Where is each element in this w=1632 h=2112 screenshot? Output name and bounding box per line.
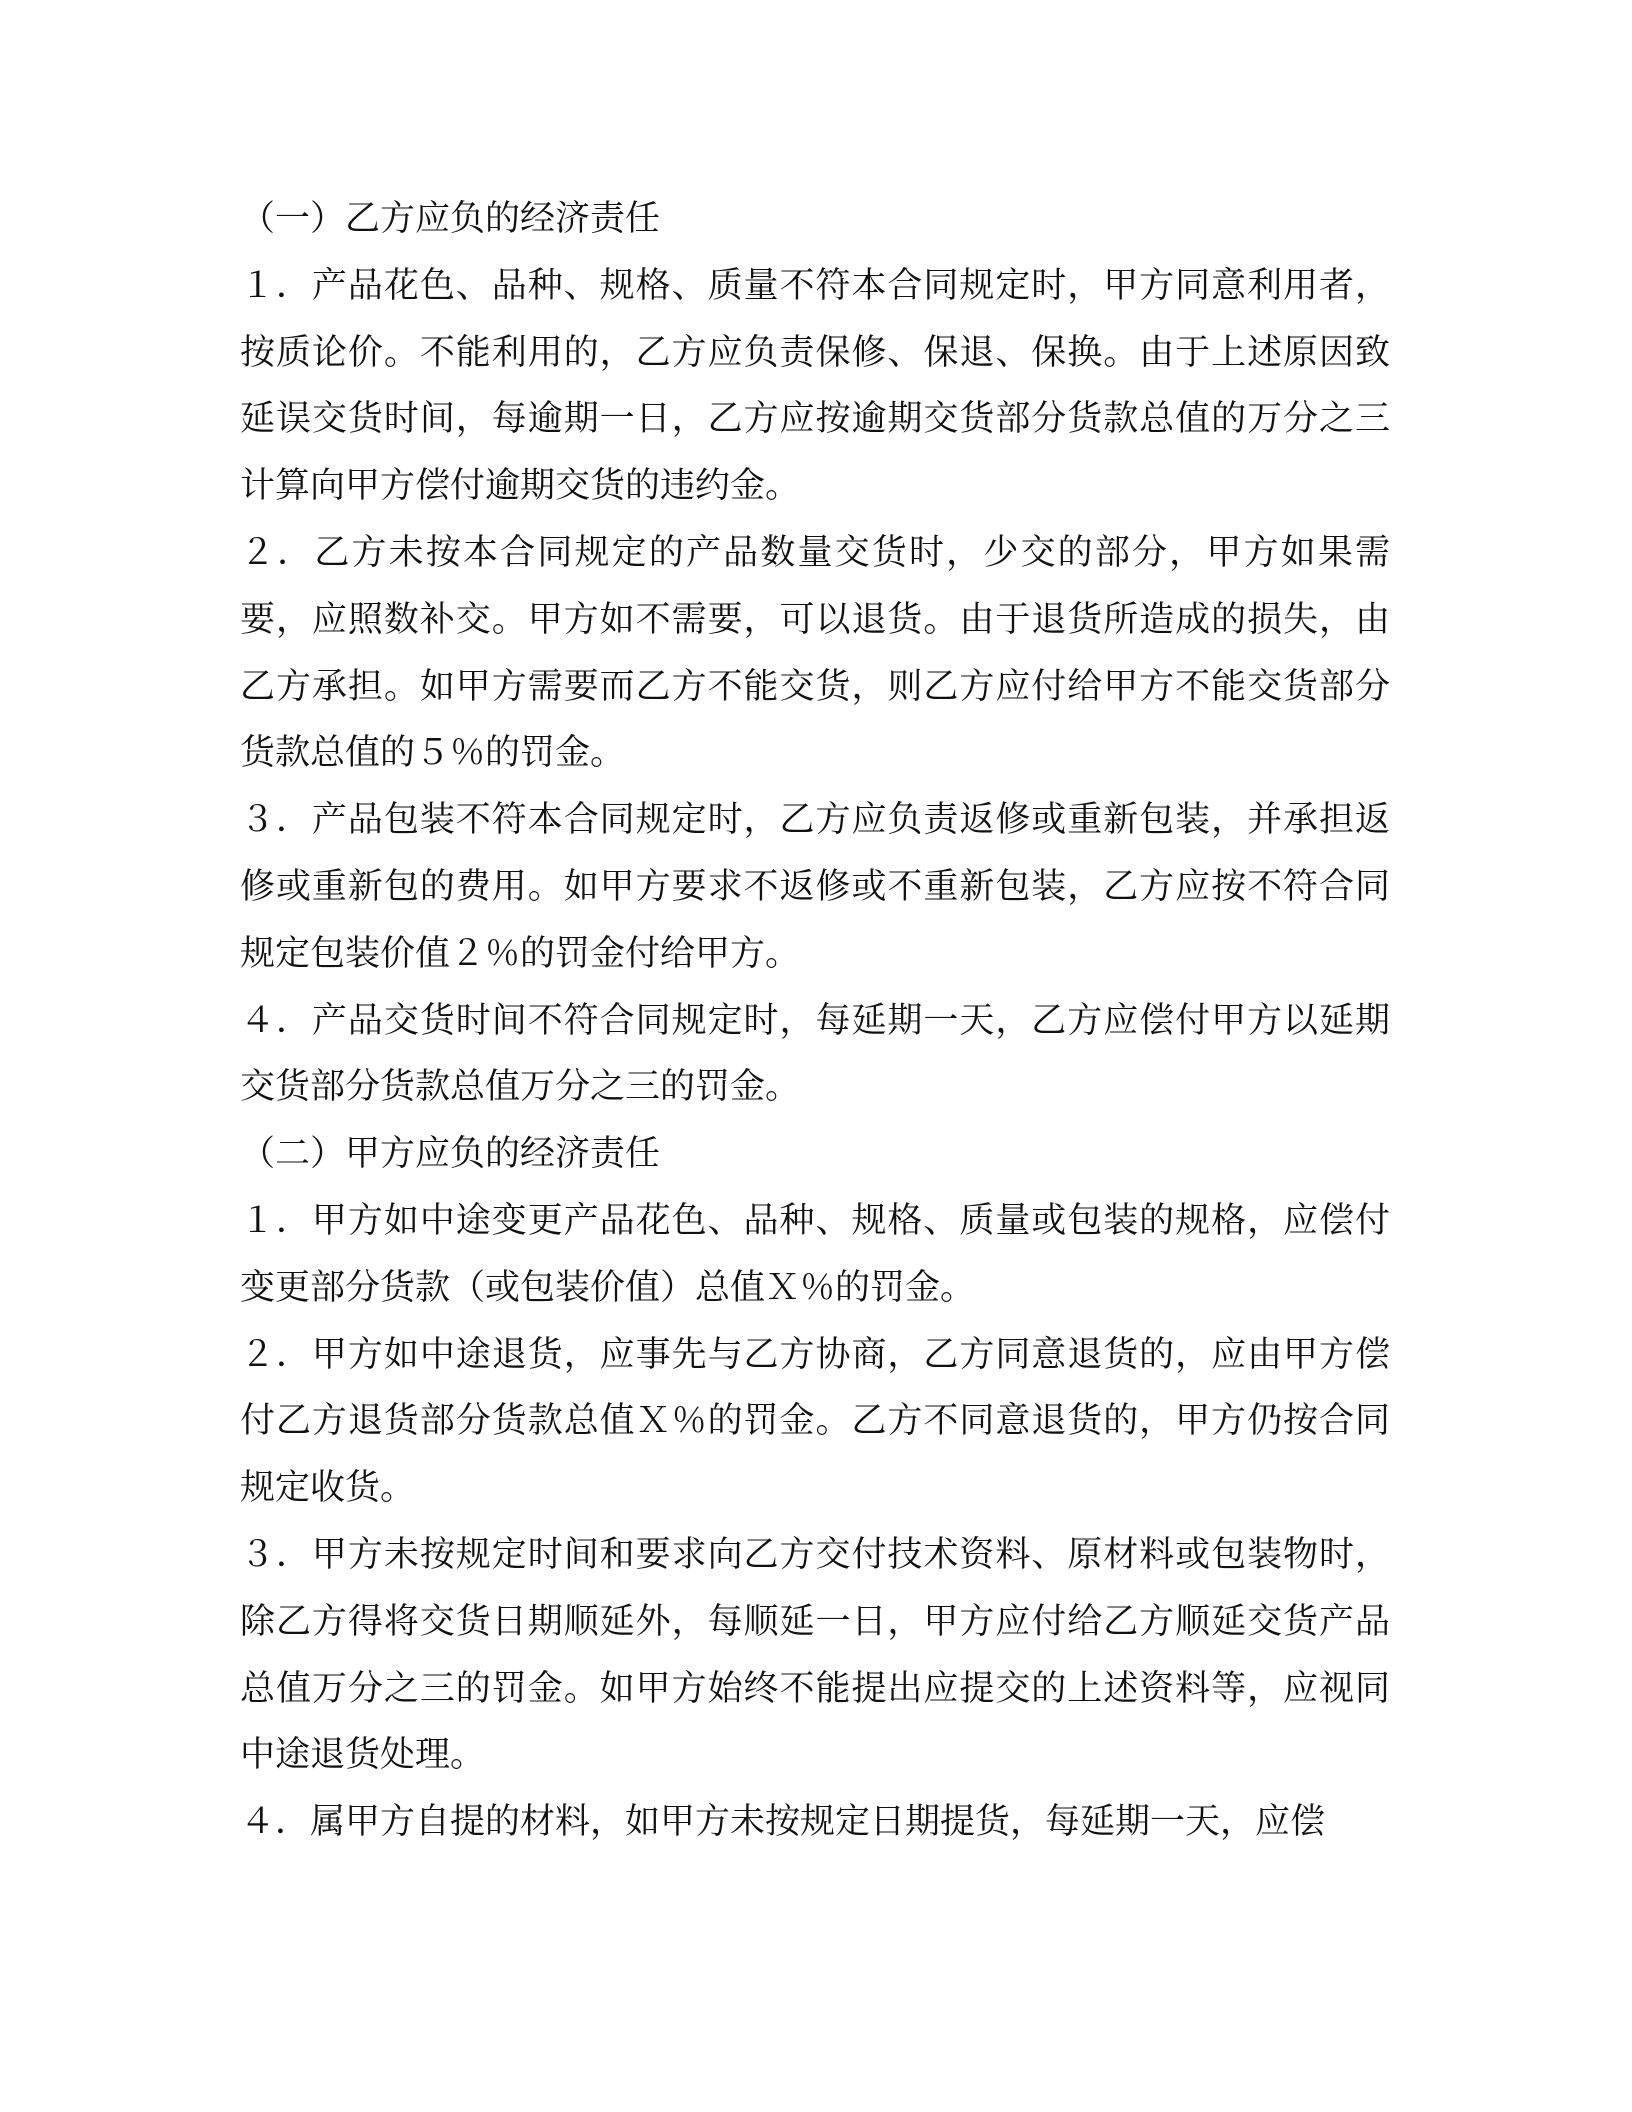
clause-b-2: ２．乙方未按本合同规定的产品数量交货时，少交的部分，甲方如果需要，应照数补交。甲方如不需要，可以退货。由于退货所造成的损失，由乙方承担。如甲方需要而乙方不能交货，则乙方应付给甲方不能交货部分货款总值的５％的罚金。 bbox=[240, 532, 1390, 774]
clause-a-4: ４．属甲方自提的材料，如甲方未按规定日期提货，每延期一天，应偿 bbox=[240, 1802, 1326, 1843]
document-body bbox=[240, 186, 1390, 1856]
clause-a-1: １．甲方如中途变更产品花色、品种、规格、质量或包装的规格，应偿付变更部分货款（或包装价值）总值Ｘ％的罚金。 bbox=[240, 1200, 1390, 1308]
clause-a-3: ３．甲方未按规定时间和要求向乙方交付技术资料、原材料或包装物时，除乙方得将交货日期顺延外，每顺延一日，甲方应付给乙方顺延交货产品总值万分之三的罚金。如甲方始终不能提出应提交的上述资料等，应视同中途退货处理。 bbox=[240, 1534, 1390, 1776]
clause-b-4: ４．产品交货时间不符合同规定时，每延期一天，乙方应偿付甲方以延期交货部分货款总值万分之三的罚金。 bbox=[240, 1000, 1390, 1108]
section-heading-party-a: （二）甲方应负的经济责任 bbox=[240, 1134, 661, 1175]
section-heading-party-b: （一）乙方应负的经济责任 bbox=[240, 199, 661, 239]
clause-b-3: ３．产品包装不符本合同规定时，乙方应负责返修或重新包装，并承担返修或重新包的费用。如甲方要求不返修或不重新包装，乙方应按不符合同规定包装价值２％的罚金付给甲方。 bbox=[240, 800, 1390, 974]
clause-b-1: １．产品花色、品种、规格、质量不符本合同规定时，甲方同意利用者，按质论价。不能利用的，乙方应负责保修、保退、保换。由于上述原因致延误交货时间，每逾期一日，乙方应按逾期交货部分货款总值的万分之三计算向甲方偿付逾期交货的违约金。 bbox=[240, 265, 1390, 507]
clause-a-2: ２．甲方如中途退货，应事先与乙方协商，乙方同意退货的，应由甲方偿付乙方退货部分货款总值Ｘ％的罚金。乙方不同意退货的，甲方仍按合同规定收货。 bbox=[240, 1334, 1390, 1509]
